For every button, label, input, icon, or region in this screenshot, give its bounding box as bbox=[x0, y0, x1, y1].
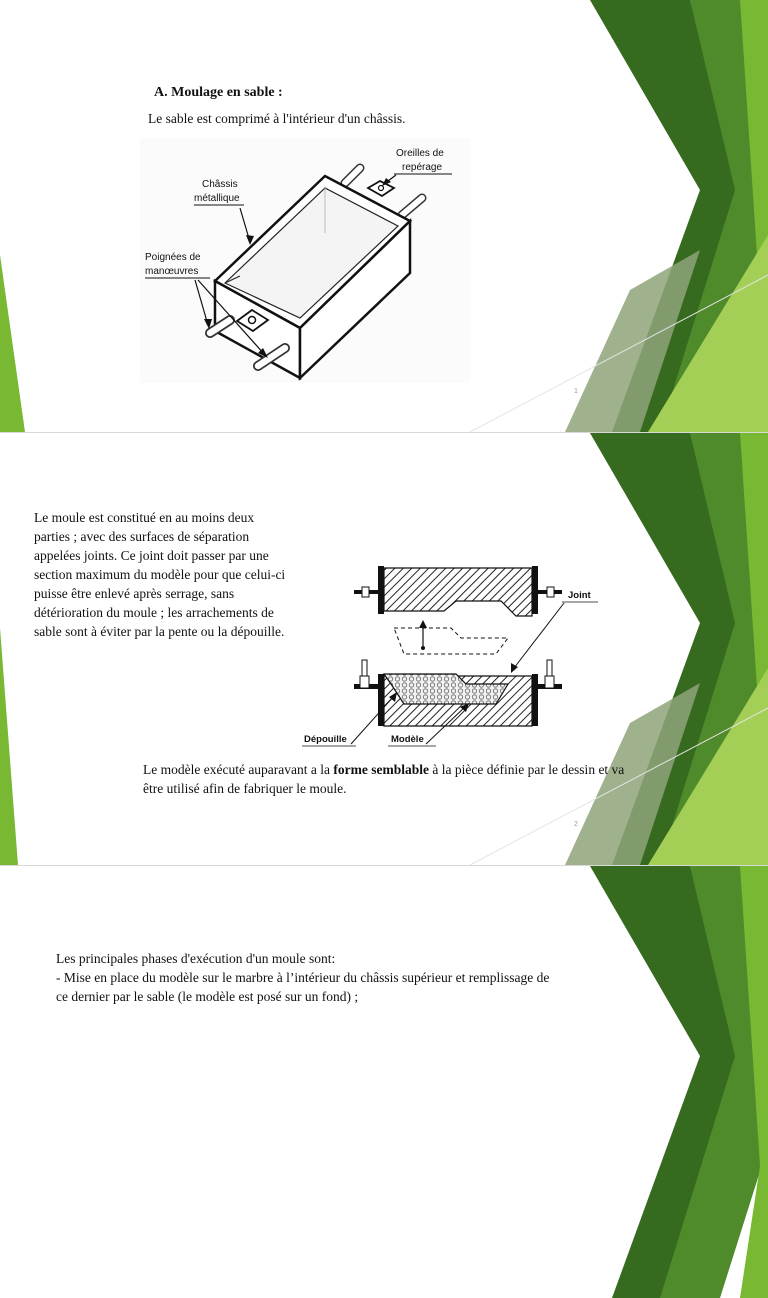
label-oreilles: Oreilles de bbox=[396, 148, 444, 159]
chassis-figure bbox=[140, 138, 470, 383]
label-joint: Joint bbox=[568, 590, 591, 601]
label-modele: Modèle bbox=[391, 734, 424, 745]
body-text: Le moule est constitué en au moins deux parties ; avec des surfaces de séparation appelées joints. Ce joint doit passer par une section maximum du modèle pour que celui-ci puisse être enlevé après serrage, sans détérioration du moule ; les arrachements de sable sont à éviter par la pente ou la dépouille. bbox=[34, 510, 286, 639]
slide-3 bbox=[0, 866, 768, 1024]
mould-figure bbox=[296, 556, 602, 745]
section-heading: A. Moulage en sable : bbox=[154, 85, 283, 100]
phase-item-1: - Mise en place du modèle sur le marbre à l’intérieur du châssis supérieur et remplissage de ce dernier par le sable (le modèle est posé sur un fond) ; bbox=[56, 970, 550, 1004]
label-chassis: Châssis bbox=[202, 179, 238, 190]
label-chassis-2: métallique bbox=[194, 193, 240, 204]
slide-1 bbox=[0, 0, 768, 432]
slide-subtitle: Le sable est comprimé à l'intérieur d'un châssis. bbox=[148, 111, 406, 126]
deco-left-sliver bbox=[0, 628, 18, 865]
label-poignees-2: manœuvres bbox=[145, 266, 199, 277]
green-decoration bbox=[0, 866, 768, 1298]
page-number: 2 bbox=[574, 821, 578, 828]
slide-2 bbox=[0, 433, 768, 865]
label-oreilles-2: repérage bbox=[402, 162, 443, 173]
phases-intro: Les principales phases d'exécution d'un moule sont: bbox=[56, 951, 336, 966]
model-caption: Le modèle exécuté auparavant a la forme semblable à la pièce définie par le dessin et va être utilisé afin de fabriquer le moule. bbox=[143, 762, 625, 796]
caption-bold: forme semblable bbox=[333, 762, 430, 777]
page-number: 1 bbox=[574, 388, 578, 395]
deco-left-sliver bbox=[0, 255, 25, 432]
label-depouille: Dépouille bbox=[304, 734, 347, 745]
label-poignees: Poignées de bbox=[145, 252, 201, 263]
